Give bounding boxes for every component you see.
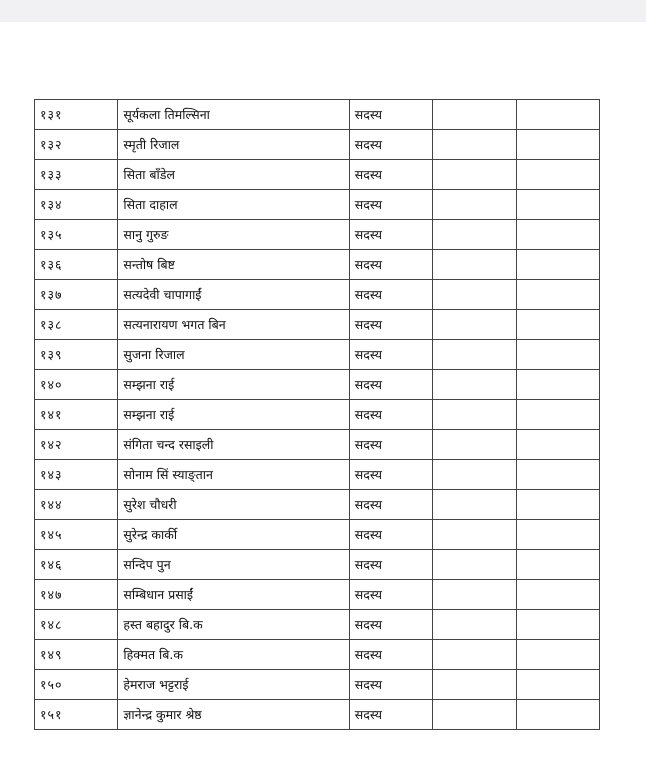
member-role-cell: सदस्य — [349, 430, 432, 460]
serial-number-cell: १४५ — [35, 520, 118, 550]
table-row — [35, 670, 600, 700]
serial-number-cell: १३९ — [35, 340, 118, 370]
empty-cell — [433, 280, 516, 310]
member-name-cell: सम्झना राई — [118, 370, 349, 400]
empty-cell — [433, 580, 516, 610]
table-row — [35, 250, 600, 280]
member-role-cell: सदस्य — [349, 100, 432, 130]
member-role-cell: सदस्य — [349, 670, 432, 700]
serial-number-cell: १३६ — [35, 250, 118, 280]
member-role-cell: सदस्य — [349, 130, 432, 160]
empty-cell — [516, 370, 599, 400]
serial-number-cell: १५१ — [35, 700, 118, 730]
empty-cell — [433, 430, 516, 460]
serial-number-cell: १४९ — [35, 640, 118, 670]
member-name-cell: सत्यदेवी चापागाईं — [118, 280, 349, 310]
member-name-cell: सिता बाँडेल — [118, 160, 349, 190]
member-name-cell: सुरेश चौधरी — [118, 490, 349, 520]
empty-cell — [433, 370, 516, 400]
table-row — [35, 580, 600, 610]
empty-cell — [516, 130, 599, 160]
member-role-cell: सदस्य — [349, 280, 432, 310]
member-role-cell: सदस्य — [349, 490, 432, 520]
serial-number-cell: १३३ — [35, 160, 118, 190]
table-row — [35, 550, 600, 580]
member-name-cell: सम्झना राई — [118, 400, 349, 430]
empty-cell — [433, 610, 516, 640]
member-name-cell: सत्यनारायण भगत बिन — [118, 310, 349, 340]
empty-cell — [433, 700, 516, 730]
empty-cell — [433, 460, 516, 490]
member-role-cell: सदस्य — [349, 610, 432, 640]
empty-cell — [516, 190, 599, 220]
table-row — [35, 160, 600, 190]
member-name-cell: सोनाम सिं स्याङ्तान — [118, 460, 349, 490]
empty-cell — [516, 490, 599, 520]
empty-cell — [433, 640, 516, 670]
member-name-cell: सिता दाहाल — [118, 190, 349, 220]
serial-number-cell: १४७ — [35, 580, 118, 610]
empty-cell — [433, 220, 516, 250]
member-role-cell: सदस्य — [349, 520, 432, 550]
member-role-cell: सदस्य — [349, 220, 432, 250]
member-name-cell: सन्तोष बिष्ट — [118, 250, 349, 280]
member-role-cell: सदस्य — [349, 160, 432, 190]
empty-cell — [433, 550, 516, 580]
member-role-cell: सदस्य — [349, 250, 432, 280]
empty-cell — [433, 490, 516, 520]
empty-cell — [433, 130, 516, 160]
member-role-cell: सदस्य — [349, 640, 432, 670]
empty-cell — [516, 340, 599, 370]
empty-cell — [516, 400, 599, 430]
table-row — [35, 460, 600, 490]
member-name-cell: सन्दिप पुन — [118, 550, 349, 580]
table-row — [35, 340, 600, 370]
table-row — [35, 220, 600, 250]
empty-cell — [516, 310, 599, 340]
member-role-cell: सदस्य — [349, 460, 432, 490]
member-name-cell: ज्ञानेन्द्र कुमार श्रेष्ठ — [118, 700, 349, 730]
member-table-body — [35, 100, 600, 730]
table-row — [35, 610, 600, 640]
member-name-cell: सुजना रिजाल — [118, 340, 349, 370]
member-role-cell: सदस्य — [349, 310, 432, 340]
member-name-cell: हस्त बहादुर बि.क — [118, 610, 349, 640]
member-role-cell: सदस्य — [349, 550, 432, 580]
table-row — [35, 700, 600, 730]
empty-cell — [433, 670, 516, 700]
empty-cell — [433, 400, 516, 430]
serial-number-cell: १४० — [35, 370, 118, 400]
empty-cell — [433, 100, 516, 130]
table-row — [35, 100, 600, 130]
member-name-cell: संगिता चन्द रसाइली — [118, 430, 349, 460]
member-role-cell: सदस्य — [349, 190, 432, 220]
table-row — [35, 190, 600, 220]
empty-cell — [516, 700, 599, 730]
empty-cell — [516, 550, 599, 580]
empty-cell — [516, 640, 599, 670]
serial-number-cell: १३४ — [35, 190, 118, 220]
member-name-cell: हिक्मत बि.क — [118, 640, 349, 670]
member-name-cell: सानु गुरुङ — [118, 220, 349, 250]
member-table — [34, 99, 600, 730]
member-name-cell: सूर्यकला तिमल्सिना — [118, 100, 349, 130]
serial-number-cell: १४२ — [35, 430, 118, 460]
serial-number-cell: १३५ — [35, 220, 118, 250]
member-name-cell: सम्बिधान प्रसाईं — [118, 580, 349, 610]
serial-number-cell: १४६ — [35, 550, 118, 580]
table-row — [35, 310, 600, 340]
empty-cell — [516, 100, 599, 130]
empty-cell — [433, 160, 516, 190]
table-row — [35, 400, 600, 430]
empty-cell — [433, 340, 516, 370]
table-row — [35, 370, 600, 400]
table-row — [35, 130, 600, 160]
empty-cell — [433, 190, 516, 220]
table-row — [35, 430, 600, 460]
table-row — [35, 490, 600, 520]
member-role-cell: सदस्य — [349, 580, 432, 610]
empty-cell — [433, 520, 516, 550]
table-row — [35, 640, 600, 670]
serial-number-cell: १३७ — [35, 280, 118, 310]
serial-number-cell: १४१ — [35, 400, 118, 430]
empty-cell — [516, 280, 599, 310]
table-row — [35, 280, 600, 310]
empty-cell — [516, 610, 599, 640]
member-name-cell: सुरेन्द्र कार्की — [118, 520, 349, 550]
member-name-cell: हेमराज भट्टराई — [118, 670, 349, 700]
empty-cell — [516, 430, 599, 460]
member-role-cell: सदस्य — [349, 700, 432, 730]
empty-cell — [516, 220, 599, 250]
table-row — [35, 520, 600, 550]
empty-cell — [516, 250, 599, 280]
viewer-top-bar — [0, 0, 646, 22]
empty-cell — [516, 520, 599, 550]
serial-number-cell: १३१ — [35, 100, 118, 130]
serial-number-cell: १४८ — [35, 610, 118, 640]
empty-cell — [516, 580, 599, 610]
member-role-cell: सदस्य — [349, 340, 432, 370]
member-name-cell: स्मृती रिजाल — [118, 130, 349, 160]
empty-cell — [516, 460, 599, 490]
empty-cell — [433, 250, 516, 280]
empty-cell — [516, 160, 599, 190]
serial-number-cell: १४४ — [35, 490, 118, 520]
serial-number-cell: १४३ — [35, 460, 118, 490]
serial-number-cell: १३२ — [35, 130, 118, 160]
member-role-cell: सदस्य — [349, 370, 432, 400]
empty-cell — [516, 670, 599, 700]
serial-number-cell: १५० — [35, 670, 118, 700]
empty-cell — [433, 310, 516, 340]
serial-number-cell: १३८ — [35, 310, 118, 340]
member-role-cell: सदस्य — [349, 400, 432, 430]
